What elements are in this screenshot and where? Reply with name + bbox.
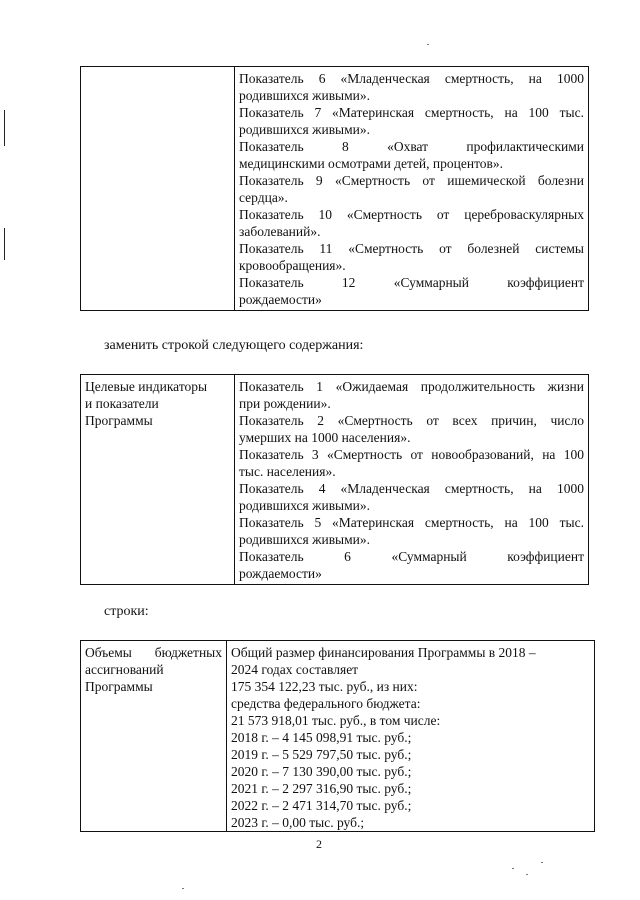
text-line: Общий размер финансирования Программы в 2018 –	[231, 645, 536, 660]
scan-mark	[4, 110, 5, 146]
text-line: Программы	[85, 679, 153, 694]
text-line: 21 573 918,01 тыс. руб., в том числе:	[231, 713, 441, 728]
text-line: 2021 г. – 2 297 316,90 тыс. руб.;	[231, 781, 412, 796]
text-line: ассигнований	[85, 662, 164, 677]
text-line: Показатель 12 «Суммарный коэффициент	[239, 275, 584, 290]
table-cell-label	[81, 375, 235, 585]
text-line: Показатель 10 «Смертность от цереброваскулярных	[239, 207, 584, 222]
text-line: родившихся живыми».	[239, 532, 371, 547]
table-row	[81, 375, 589, 585]
table-row	[81, 67, 589, 311]
text-line: Программы	[85, 413, 153, 428]
table-cell-content	[235, 67, 589, 311]
text-line: 175 354 122,23 тыс. руб., из них:	[231, 679, 418, 694]
text-line: Показатель 11 «Смертность от болезней системы	[239, 241, 584, 256]
scan-speck	[427, 44, 429, 45]
text-line: при рождении».	[239, 396, 331, 411]
text-line: и показатели	[85, 396, 159, 411]
page-number: 2	[316, 837, 322, 851]
text-line: 2024 годах составляет	[231, 662, 359, 677]
text-line: 2023 г. – 0,00 тыс. руб.;	[231, 815, 365, 830]
scan-speck	[512, 868, 514, 869]
new-indicators-table	[80, 374, 589, 585]
text-line: 2018 г. – 4 145 098,91 тыс. руб.;	[231, 730, 412, 745]
text-line: Показатель 7 «Материнская смертность, на 100 тыс.	[239, 105, 584, 120]
scan-speck	[526, 874, 528, 875]
text-line: заболеваний».	[239, 224, 321, 239]
scan-speck	[182, 888, 184, 889]
text-line: медицинскими осмотрами детей, процентов».	[239, 156, 504, 171]
table-cell-content	[227, 641, 595, 832]
text-line: Показатель 4 «Младенческая смертность, на 1000	[239, 481, 584, 496]
scan-mark	[4, 228, 5, 260]
text-line: Объемы бюджетных	[85, 645, 222, 660]
rows-caption: строки:	[104, 604, 149, 619]
text-line: рождаемости»	[239, 292, 322, 307]
text-line: родившихся живыми».	[239, 498, 371, 513]
scan-speck	[541, 862, 543, 863]
text-line: умерших на 1000 населения».	[239, 430, 411, 445]
text-line: 2022 г. – 2 471 314,70 тыс. руб.;	[231, 798, 412, 813]
text-line: Целевые индикаторы	[85, 379, 208, 394]
text-line: тыс. населения».	[239, 464, 336, 479]
text-line: средства федерального бюджета:	[231, 696, 421, 711]
text-line: Показатель 1 «Ожидаемая продолжительность жизни	[239, 379, 584, 394]
text-line: Показатель 8 «Охват профилактическими	[239, 139, 584, 154]
text-line: рождаемости»	[239, 566, 322, 581]
text-line: 2020 г. – 7 130 390,00 тыс. руб.;	[231, 764, 412, 779]
text-line: Показатель 2 «Смертность от всех причин, число	[239, 413, 584, 428]
text-line: Показатель 5 «Материнская смертность, на 100 тыс.	[239, 515, 584, 530]
text-line: 2019 г. – 5 529 797,50 тыс. руб.;	[231, 747, 412, 762]
text-line: Показатель 3 «Смертность от новообразований, на 100	[239, 447, 584, 462]
table-cell-label	[81, 641, 227, 832]
budget-table	[80, 640, 595, 832]
old-indicators-table	[80, 66, 589, 311]
replace-instruction: заменить строкой следующего содержания:	[104, 338, 364, 353]
text-line: Показатель 6 «Младенческая смертность, на 1000	[239, 71, 584, 86]
text-line: Показатель 6 «Суммарный коэффициент	[239, 549, 584, 564]
text-line: Показатель 9 «Смертность от ишемической болезни	[239, 173, 584, 188]
text-line: родившихся живыми».	[239, 88, 371, 103]
table-cell-label	[81, 67, 235, 311]
text-line: кровообращения».	[239, 258, 346, 273]
table-cell-content	[235, 375, 589, 585]
table-row	[81, 641, 595, 832]
text-line: родившихся живыми».	[239, 122, 371, 137]
text-line: сердца».	[239, 190, 288, 205]
